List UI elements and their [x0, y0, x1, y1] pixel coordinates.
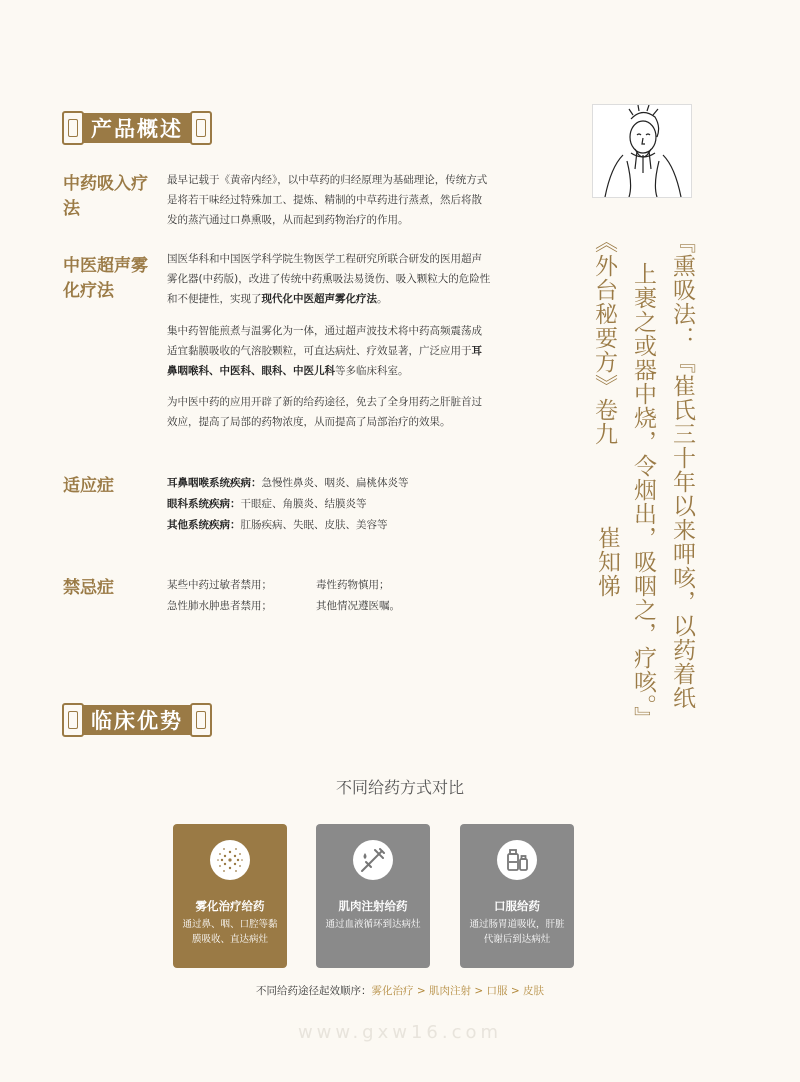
indication-head: 耳鼻咽喉系统疾病：	[167, 477, 262, 489]
quote-column-2: 上裹之或器中烧，令烟出，吸咽之，疗咳。』	[630, 262, 656, 731]
indication-text: 干眼症、角膜炎、结膜炎等	[240, 498, 367, 510]
contraindication-item: 其他情况遵医嘱。	[316, 600, 400, 612]
section-label-indications: 适应症	[63, 476, 114, 496]
onset-order-sequence: 雾化治疗 > 肌肉注射 > 口服 > 皮肤	[371, 985, 544, 997]
card-description: 通过肠胃道吸收，肝脏代谢后到达病灶	[469, 919, 565, 945]
banner-ornament-icon	[190, 111, 212, 145]
indication-text: 肛肠疾病、失眠、皮肤、美容等	[240, 519, 388, 531]
section-label-ultrasonic: 中医超声雾化疗法	[63, 256, 148, 301]
overview-banner-title: 产品概述	[91, 116, 183, 141]
paragraph-text: 。	[377, 293, 388, 305]
indication-item	[167, 517, 388, 532]
portrait-illustration-icon	[593, 105, 691, 197]
paragraph-bold-text: 现代化中医超声雾化疗法	[261, 293, 377, 305]
quote-column-1: 『熏吸法：『崔氏三十年以来呷咳，以药着纸	[669, 230, 695, 710]
ultrasonic-paragraph-2	[167, 321, 492, 381]
onset-order-prefix: 不同给药途径起效顺序：	[256, 985, 372, 997]
overview-banner	[62, 111, 212, 145]
card-nebulization	[173, 824, 287, 968]
card-description: 通过血液循环到达病灶	[325, 919, 421, 930]
ultrasonic-paragraph-3: 为中医中药的应用开辟了新的给药途径，免去了全身用药之肝脏首过效应，提高了局部的药物浓度，从而提高了局部治疗的效果。	[167, 396, 482, 428]
onset-order	[0, 983, 800, 998]
indication-text: 急慢性鼻炎、咽炎、扁桃体炎等	[261, 477, 409, 489]
paragraph-text: 国医华科和中国医学科学院生物医学工程研究所联合研发的医用超声雾化器(中药版)，改进了传统中药熏吸法易烫伤、吸入颗粒大的危险性和不便捷性，实现了	[167, 253, 491, 305]
paragraph-bold-text: 耳鼻咽喉科、中医科、眼科、中医儿科	[167, 345, 482, 377]
paragraph-text: 等多临床科室。	[335, 365, 409, 377]
contraindication-item: 急性肺水肿患者禁用；	[167, 600, 272, 612]
contraindication-item: 某些中药过敏者禁用；	[167, 579, 272, 591]
syringe-icon	[353, 840, 393, 880]
card-oral	[460, 824, 574, 968]
inhalation-paragraph: 最早记载于《黄帝内经》，以中草药的归经原理为基础理论，传统方式是将若干味经过特殊加工、提炼、精制的中草药进行蒸煮，然后将散发的蒸汽通过口鼻熏吸，从而起到药物治疗的作用。	[167, 174, 488, 226]
compare-title: 不同给药方式对比	[335, 778, 464, 797]
indication-head: 其他系统疾病：	[167, 519, 241, 531]
quote-author: 崔知悌	[594, 526, 620, 598]
card-description: 通过鼻、咽、口腔等黏膜吸收、直达病灶	[182, 919, 278, 945]
contraindication-item: 毒性药物慎用；	[316, 579, 390, 591]
medicine-bottle-icon	[497, 840, 537, 880]
paragraph-text: 集中药智能煎煮与温雾化为一体，通过超声波技术将中药高频震荡成适宜黏膜吸收的气溶胶颗粒，可直达病灶、疗效显著，广泛应用于	[167, 325, 482, 357]
banner-ornament-icon	[62, 703, 84, 737]
clinical-banner	[62, 703, 212, 737]
banner-ornament-icon	[190, 703, 212, 737]
indication-head: 眼科系统疾病：	[167, 498, 241, 510]
indication-item	[167, 475, 409, 490]
card-title: 口服给药	[494, 899, 540, 913]
banner-ornament-icon	[62, 111, 84, 145]
card-title: 肌肉注射给药	[338, 899, 408, 913]
cui-zhiti-portrait	[592, 104, 692, 198]
section-label-inhalation: 中药吸入疗法	[63, 174, 148, 219]
card-title: 雾化治疗给药	[195, 899, 265, 913]
card-injection	[316, 824, 430, 968]
quote-source: 《外台秘要方》卷九	[591, 230, 617, 446]
nebulizer-dots-icon	[210, 840, 250, 880]
indication-item	[167, 496, 367, 511]
watermark: www.gxw16.com	[297, 1022, 503, 1043]
ultrasonic-paragraph-1	[167, 249, 492, 309]
section-label-contraindications: 禁忌症	[63, 578, 114, 598]
clinical-banner-title: 临床优势	[91, 708, 183, 733]
